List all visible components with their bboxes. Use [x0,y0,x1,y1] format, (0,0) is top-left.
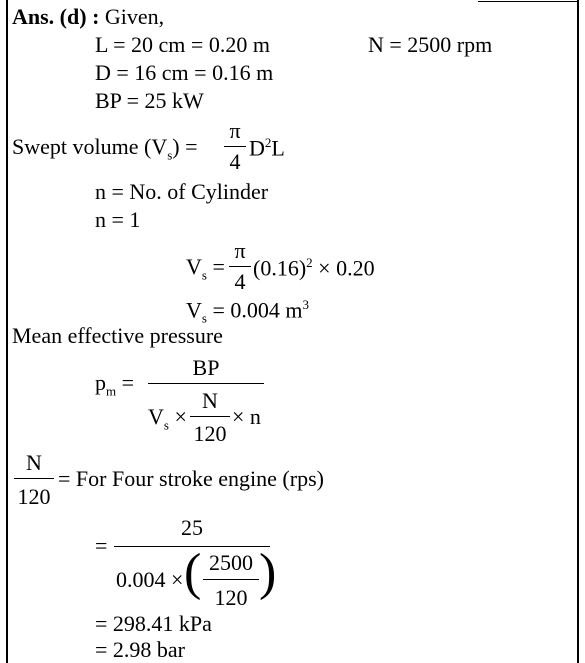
swept-volume-label [12,136,198,161]
vs1-sub: s [201,267,207,283]
calc-numerator: 25 [181,515,203,540]
mep-denom-vs [148,406,187,431]
calc-left-paren: ( [184,544,202,601]
mep-p: p [95,370,106,395]
swept-fraction-bar [224,146,246,147]
vs2-rhs: = 0.004 m [212,297,303,323]
mep-eq: = [121,370,135,395]
rps-n: N [26,450,42,475]
calc-denom: 0.004 × [116,567,184,592]
mep-p-sub: m [106,383,117,399]
swept-sup: 2 [264,135,272,150]
mep-120: 120 [193,421,227,446]
swept-d: D [249,135,265,161]
swept-rhs [249,136,285,159]
swept-label-text: Swept volume (V [12,134,168,159]
answer-line [12,6,164,28]
rps-bar [14,478,54,479]
vs-rhs-1 [253,256,375,279]
swept-four: 4 [229,149,241,174]
vs1-sup: 2 [306,255,313,270]
mep-n: N [202,388,218,413]
vs-result [186,298,309,325]
result-bar: = 2.98 bar [95,637,185,662]
swept-pi: π [229,118,241,143]
vs1-paren: (0.16) [253,255,307,281]
rps-120: 120 [17,484,51,509]
vs-lhs-1 [186,256,225,281]
vs1-fraction-bar [229,266,251,267]
mep-lhs [95,372,134,397]
given-brake-power: BP = 25 kW [95,88,204,113]
given-label: Given, [104,4,165,29]
cylinder-definition: n = No. of Cylinder [95,179,269,204]
calc-inner-bar [203,579,259,580]
vs1-v: V [186,254,202,279]
given-speed: N = 2500 rpm [368,32,493,57]
vs1-rest: × 0.20 [318,255,375,281]
swept-label-eq: ) = [172,134,198,159]
vs1-four: 4 [234,269,246,294]
vs2-sup: 3 [302,297,309,312]
rps-description: = For Four stroke engine (rps) [58,466,324,491]
vs2-v: V [186,297,202,323]
mep-times-n: × n [232,404,261,429]
calc-inner-num: 2500 [209,550,253,575]
vs1-pi: π [234,238,246,263]
swept-l: L [271,135,285,161]
cylinder-count: n = 1 [95,207,141,232]
top-border [478,1,578,2]
vs2-sub: s [201,310,207,326]
given-diameter: D = 16 cm = 0.16 m [95,60,274,85]
calc-inner-den: 120 [214,585,248,610]
calc-eq: = [95,533,108,558]
vs1-eq: = [212,254,225,279]
result-kpa: = 298.41 kPa [95,611,212,636]
mep-times1: × [174,404,187,429]
swept-label-sub: s [167,147,173,163]
answer-label: Ans. (d) : [12,4,100,29]
mep-heading: Mean effective pressure [12,323,223,348]
mep-vs: V [148,404,164,429]
mep-main-bar [148,383,264,384]
mep-vs-sub: s [163,417,169,433]
mep-inner-bar [190,416,230,417]
mep-numerator: BP [192,355,220,380]
calc-right-paren: ) [259,544,277,601]
left-border [6,0,8,663]
given-length: L = 20 cm = 0.20 m [95,32,270,57]
right-border [577,0,579,663]
